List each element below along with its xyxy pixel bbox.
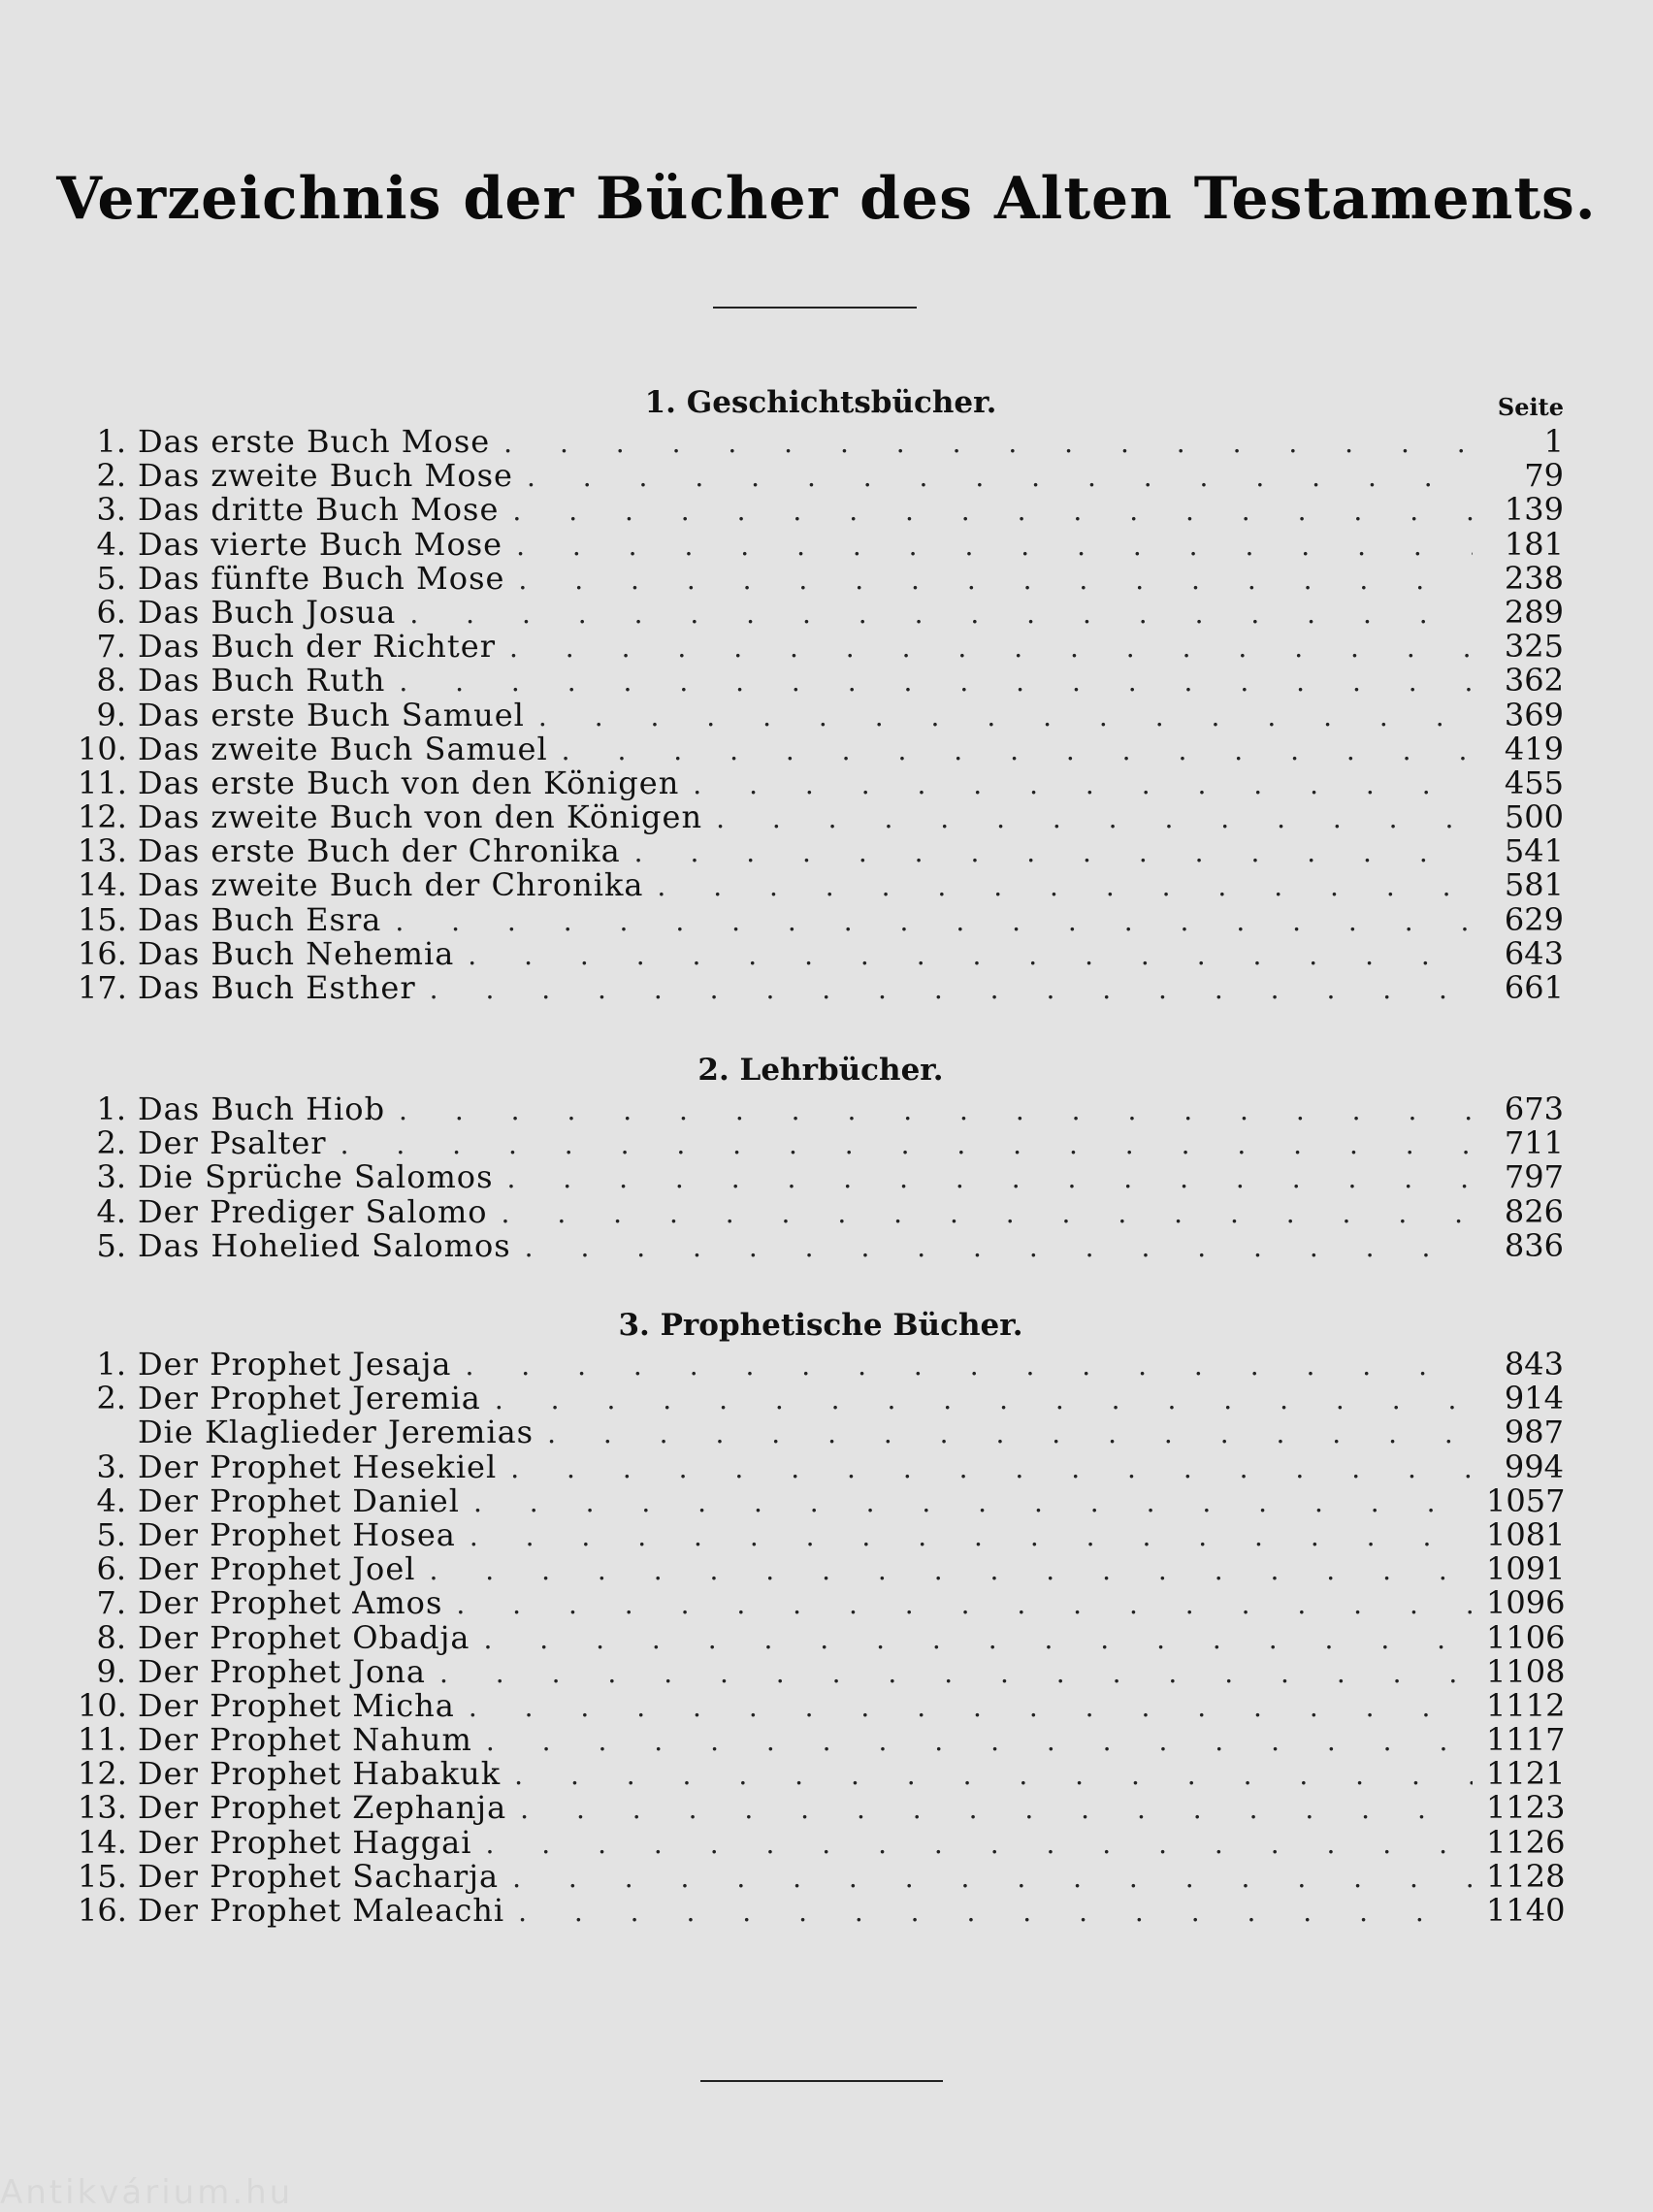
entry-page-number: 673 (1504, 1090, 1564, 1127)
toc-entry (78, 1586, 1564, 1620)
entry-title: Die Klaglieder Jeremias (138, 1414, 535, 1451)
entry-number: 12. (78, 798, 127, 836)
toc-entry (78, 1515, 1566, 1553)
entry-page-number: 238 (1504, 559, 1564, 597)
entry-number: 7. (96, 628, 126, 666)
dot-leader (439, 1656, 1473, 1690)
entry-page-number: 987 (1504, 1414, 1564, 1451)
toc-entry (78, 1652, 1566, 1690)
entry-page-number: 1106 (1486, 1618, 1566, 1656)
entry-page-number: 1140 (1486, 1892, 1566, 1929)
entry-page-number: 661 (1504, 969, 1564, 1006)
dot-leader (525, 1230, 1473, 1264)
entry-number: 10. (78, 1686, 127, 1724)
entry-number: 2. (96, 457, 126, 495)
dot-leader (634, 835, 1473, 869)
toc-entry (78, 1348, 1564, 1382)
entry-title: Der Prophet Daniel (138, 1481, 460, 1519)
entry-number: 2. (96, 1124, 126, 1162)
section-heading: 3. Prophetische Bücher. (618, 1308, 1023, 1343)
entry-title: Die Sprüche Salomos (138, 1158, 494, 1196)
dot-leader (518, 563, 1473, 597)
toc-entry (78, 1894, 1564, 1928)
entry-title: Der Prophet Habakuk (138, 1755, 502, 1793)
entry-number: 4. (96, 525, 126, 563)
dot-leader (503, 426, 1473, 460)
section-prophetische-buecher (78, 1303, 1564, 1928)
toc-entry (78, 834, 1564, 868)
entry-page-number: 139 (1504, 491, 1564, 529)
toc-entry (78, 1092, 1564, 1126)
entry-page-number: 1081 (1486, 1515, 1566, 1553)
toc-entry (78, 630, 1564, 664)
entry-title: Das Buch Nehemia (138, 934, 455, 972)
dot-leader (506, 1161, 1473, 1195)
entry-page-number: 1057 (1486, 1481, 1566, 1519)
entry-title: Der Prophet Hosea (138, 1515, 456, 1553)
entry-number: 6. (96, 593, 126, 631)
entry-number: 16. (78, 934, 127, 972)
entry-page-number: 1117 (1486, 1721, 1566, 1759)
entry-number: 11. (78, 1721, 127, 1759)
dot-leader (430, 972, 1473, 1006)
toc-entry (78, 1757, 1564, 1791)
entry-number: 2. (96, 1380, 126, 1417)
toc-entry (78, 1126, 1564, 1160)
dot-leader (512, 1861, 1473, 1895)
dot-leader (510, 1451, 1473, 1485)
toc-entry (78, 1192, 1564, 1230)
entry-page-number: 1091 (1486, 1550, 1566, 1588)
dot-leader (693, 767, 1473, 801)
entry-title: Der Prophet Joel (138, 1550, 416, 1588)
entry-number: 9. (96, 696, 126, 733)
entry-title: Der Prophet Nahum (138, 1721, 472, 1759)
toc-entry (78, 900, 1564, 938)
toc-entry (78, 1723, 1564, 1757)
entry-page-number: 629 (1504, 900, 1564, 938)
entry-number: 1. (96, 423, 126, 460)
entry-title: Das erste Buch von den Königen (138, 764, 680, 801)
dot-leader (538, 699, 1473, 733)
toc-entry (78, 1382, 1564, 1415)
entry-title: Der Prophet Jona (138, 1652, 426, 1690)
entry-page-number: 1096 (1486, 1584, 1566, 1622)
toc-entry (78, 593, 1564, 631)
entry-page-number: 419 (1504, 730, 1564, 767)
entry-title: Der Prophet Jesaja (138, 1346, 452, 1382)
entry-number: 6. (96, 1550, 126, 1588)
entry-page-number: 836 (1504, 1226, 1564, 1264)
entry-list (78, 1092, 1564, 1263)
dot-leader (547, 1416, 1473, 1450)
toc-entry (78, 1160, 1564, 1194)
entry-page-number: 1112 (1486, 1686, 1566, 1724)
entry-number: 3. (96, 1158, 126, 1196)
dot-leader (509, 631, 1473, 665)
dot-leader (395, 904, 1473, 938)
dot-leader (465, 1349, 1473, 1382)
entry-page-number: 1128 (1486, 1857, 1566, 1895)
dot-leader (520, 1792, 1473, 1826)
entry-number: 16. (78, 1892, 127, 1929)
section-heading: 1. Geschichtsbücher. (644, 385, 997, 420)
dot-leader (340, 1127, 1473, 1161)
entry-page-number: 797 (1504, 1158, 1564, 1196)
entry-title: Der Prophet Maleachi (138, 1892, 505, 1929)
entry-title: Der Prophet Sacharja (138, 1857, 500, 1895)
entry-number: 1. (96, 1090, 126, 1127)
entry-title: Der Prediger Salomo (138, 1192, 488, 1230)
entry-number: 14. (78, 1823, 127, 1861)
dot-leader (495, 1382, 1473, 1416)
toc-entry (78, 525, 1564, 563)
entry-page-number: 581 (1504, 866, 1564, 904)
title-divider (713, 307, 917, 309)
dot-leader (456, 1587, 1473, 1621)
page-title: Verzeichnis der Bücher des Alten Testaments. (56, 165, 1597, 233)
entry-title: Das Buch Hiob (138, 1090, 386, 1127)
toc-entry (78, 1226, 1564, 1264)
dot-leader (514, 1758, 1473, 1792)
entry-page-number: 914 (1504, 1380, 1564, 1417)
toc-entry (78, 1415, 1564, 1449)
entry-list (78, 425, 1564, 1005)
toc-entry (78, 559, 1564, 597)
toc-entry (78, 1450, 1564, 1484)
dot-leader (516, 529, 1473, 563)
entry-page-number: 455 (1504, 764, 1564, 801)
entry-title: Der Psalter (138, 1124, 327, 1162)
dot-leader (512, 494, 1473, 528)
entry-page-number: 362 (1504, 662, 1564, 699)
toc-entry (78, 1481, 1566, 1519)
dot-leader (485, 1827, 1473, 1861)
toc-entry (78, 696, 1564, 733)
entry-number: 7. (96, 1584, 126, 1622)
toc-entry (78, 971, 1564, 1005)
entry-title: Der Prophet Micha (138, 1686, 455, 1724)
toc-entry (78, 732, 1564, 766)
entry-title: Das erste Buch Mose (138, 423, 491, 460)
entry-page-number: 826 (1504, 1192, 1564, 1230)
entry-number: 5. (96, 559, 126, 597)
entry-number: 3. (96, 491, 126, 529)
entry-title: Das zweite Buch Mose (138, 457, 513, 495)
toc-entry (78, 1823, 1566, 1861)
dot-leader (518, 1895, 1473, 1929)
toc-entry (78, 1686, 1566, 1724)
seite-column-label: Seite (1497, 393, 1564, 421)
entry-title: Das Buch Josua (138, 593, 397, 631)
entry-title: Das Hohelied Salomos (138, 1226, 511, 1264)
entry-title: Der Prophet Amos (138, 1584, 443, 1622)
entry-title: Das fünfte Buch Mose (138, 559, 505, 597)
entry-title: Der Prophet Haggai (138, 1823, 472, 1861)
entry-number: 3. (96, 1448, 126, 1485)
entry-title: Der Prophet Hesekiel (138, 1448, 498, 1485)
entry-page-number: 500 (1504, 798, 1564, 836)
entry-list (78, 1348, 1564, 1928)
entry-title: Das erste Buch der Chronika (138, 832, 621, 870)
dot-leader (484, 1622, 1474, 1656)
toc-entry (78, 1618, 1566, 1656)
entry-number: 5. (96, 1226, 126, 1264)
dot-leader (502, 1196, 1473, 1230)
toc-entry (78, 868, 1564, 902)
entry-title: Das erste Buch Samuel (138, 696, 525, 733)
dot-leader (470, 1519, 1473, 1553)
entry-number: 9. (96, 1652, 126, 1690)
entry-page-number: 181 (1504, 525, 1564, 563)
entry-number: 11. (78, 764, 127, 801)
toc-entry (78, 800, 1564, 834)
entry-number: 14. (78, 866, 127, 904)
entry-page-number: 1108 (1486, 1652, 1566, 1690)
entry-page-number: 643 (1504, 934, 1564, 972)
dot-leader (473, 1485, 1473, 1519)
toc-entry (78, 459, 1564, 493)
entry-page-number: 994 (1504, 1448, 1564, 1485)
entry-page-number: 711 (1504, 1124, 1564, 1162)
dot-leader (469, 1690, 1473, 1724)
entry-number: 8. (96, 662, 126, 699)
entry-number: 17. (78, 969, 127, 1006)
entry-title: Der Prophet Obadja (138, 1618, 470, 1656)
entry-number: 1. (96, 1346, 126, 1382)
section-lehrbuecher (78, 1048, 1564, 1263)
dot-leader (657, 869, 1473, 903)
entry-number: 15. (78, 900, 127, 938)
toc-entry (78, 766, 1564, 800)
dot-leader (399, 665, 1473, 699)
entry-number: 5. (96, 1515, 126, 1553)
toc-entry (78, 1791, 1564, 1825)
dot-leader (468, 938, 1473, 972)
entry-page-number: 79 (1524, 457, 1564, 495)
entry-title: Das dritte Buch Mose (138, 491, 500, 529)
entry-page-number: 1 (1543, 423, 1564, 460)
dot-leader (399, 1093, 1473, 1127)
entry-page-number: 289 (1504, 593, 1564, 631)
entry-page-number: 1126 (1486, 1823, 1566, 1861)
entry-title: Der Prophet Zephanja (138, 1789, 507, 1827)
entry-number: 4. (96, 1192, 126, 1230)
entry-title: Das zweite Buch von den Königen (138, 798, 703, 836)
section-heading: 2. Lehrbücher. (697, 1053, 944, 1088)
entry-number: 8. (96, 1618, 126, 1656)
entry-page-number: 1121 (1486, 1755, 1566, 1793)
toc-entry (78, 1857, 1566, 1895)
entry-number: 15. (78, 1857, 127, 1895)
entry-title: Das Buch Esra (138, 900, 382, 938)
toc-entry (78, 934, 1564, 972)
section-geschichtsbuecher (78, 380, 1564, 1005)
entry-page-number: 843 (1504, 1346, 1564, 1382)
toc-entry (78, 425, 1564, 459)
entry-number: 12. (78, 1755, 127, 1793)
toc-entry (78, 664, 1564, 698)
entry-page-number: 541 (1504, 832, 1564, 870)
watermark: Antikvárium.hu (0, 2173, 294, 2212)
entry-title: Das vierte Buch Mose (138, 525, 503, 563)
entry-title: Das Buch Esther (138, 969, 416, 1006)
bottom-divider (700, 2080, 943, 2082)
dot-leader (716, 801, 1473, 835)
entry-title: Das zweite Buch Samuel (138, 730, 548, 767)
dot-leader (409, 597, 1473, 631)
entry-page-number: 1123 (1486, 1789, 1566, 1827)
entry-number: 13. (78, 1789, 127, 1827)
entry-title: Der Prophet Jeremia (138, 1380, 481, 1417)
dot-leader (527, 460, 1473, 494)
entry-title: Das Buch der Richter (138, 628, 496, 666)
entry-number: 13. (78, 832, 127, 870)
entry-title: Das Buch Ruth (138, 662, 386, 699)
entry-title: Das zweite Buch der Chronika (138, 866, 644, 904)
entry-page-number: 369 (1504, 696, 1564, 733)
dot-leader (562, 733, 1473, 767)
toc-entry (78, 1552, 1564, 1586)
dot-leader (486, 1724, 1473, 1758)
toc-entry (78, 493, 1564, 527)
dot-leader (429, 1553, 1473, 1587)
entry-page-number: 325 (1504, 628, 1564, 666)
entry-number: 4. (96, 1481, 126, 1519)
entry-number: 10. (78, 730, 127, 767)
